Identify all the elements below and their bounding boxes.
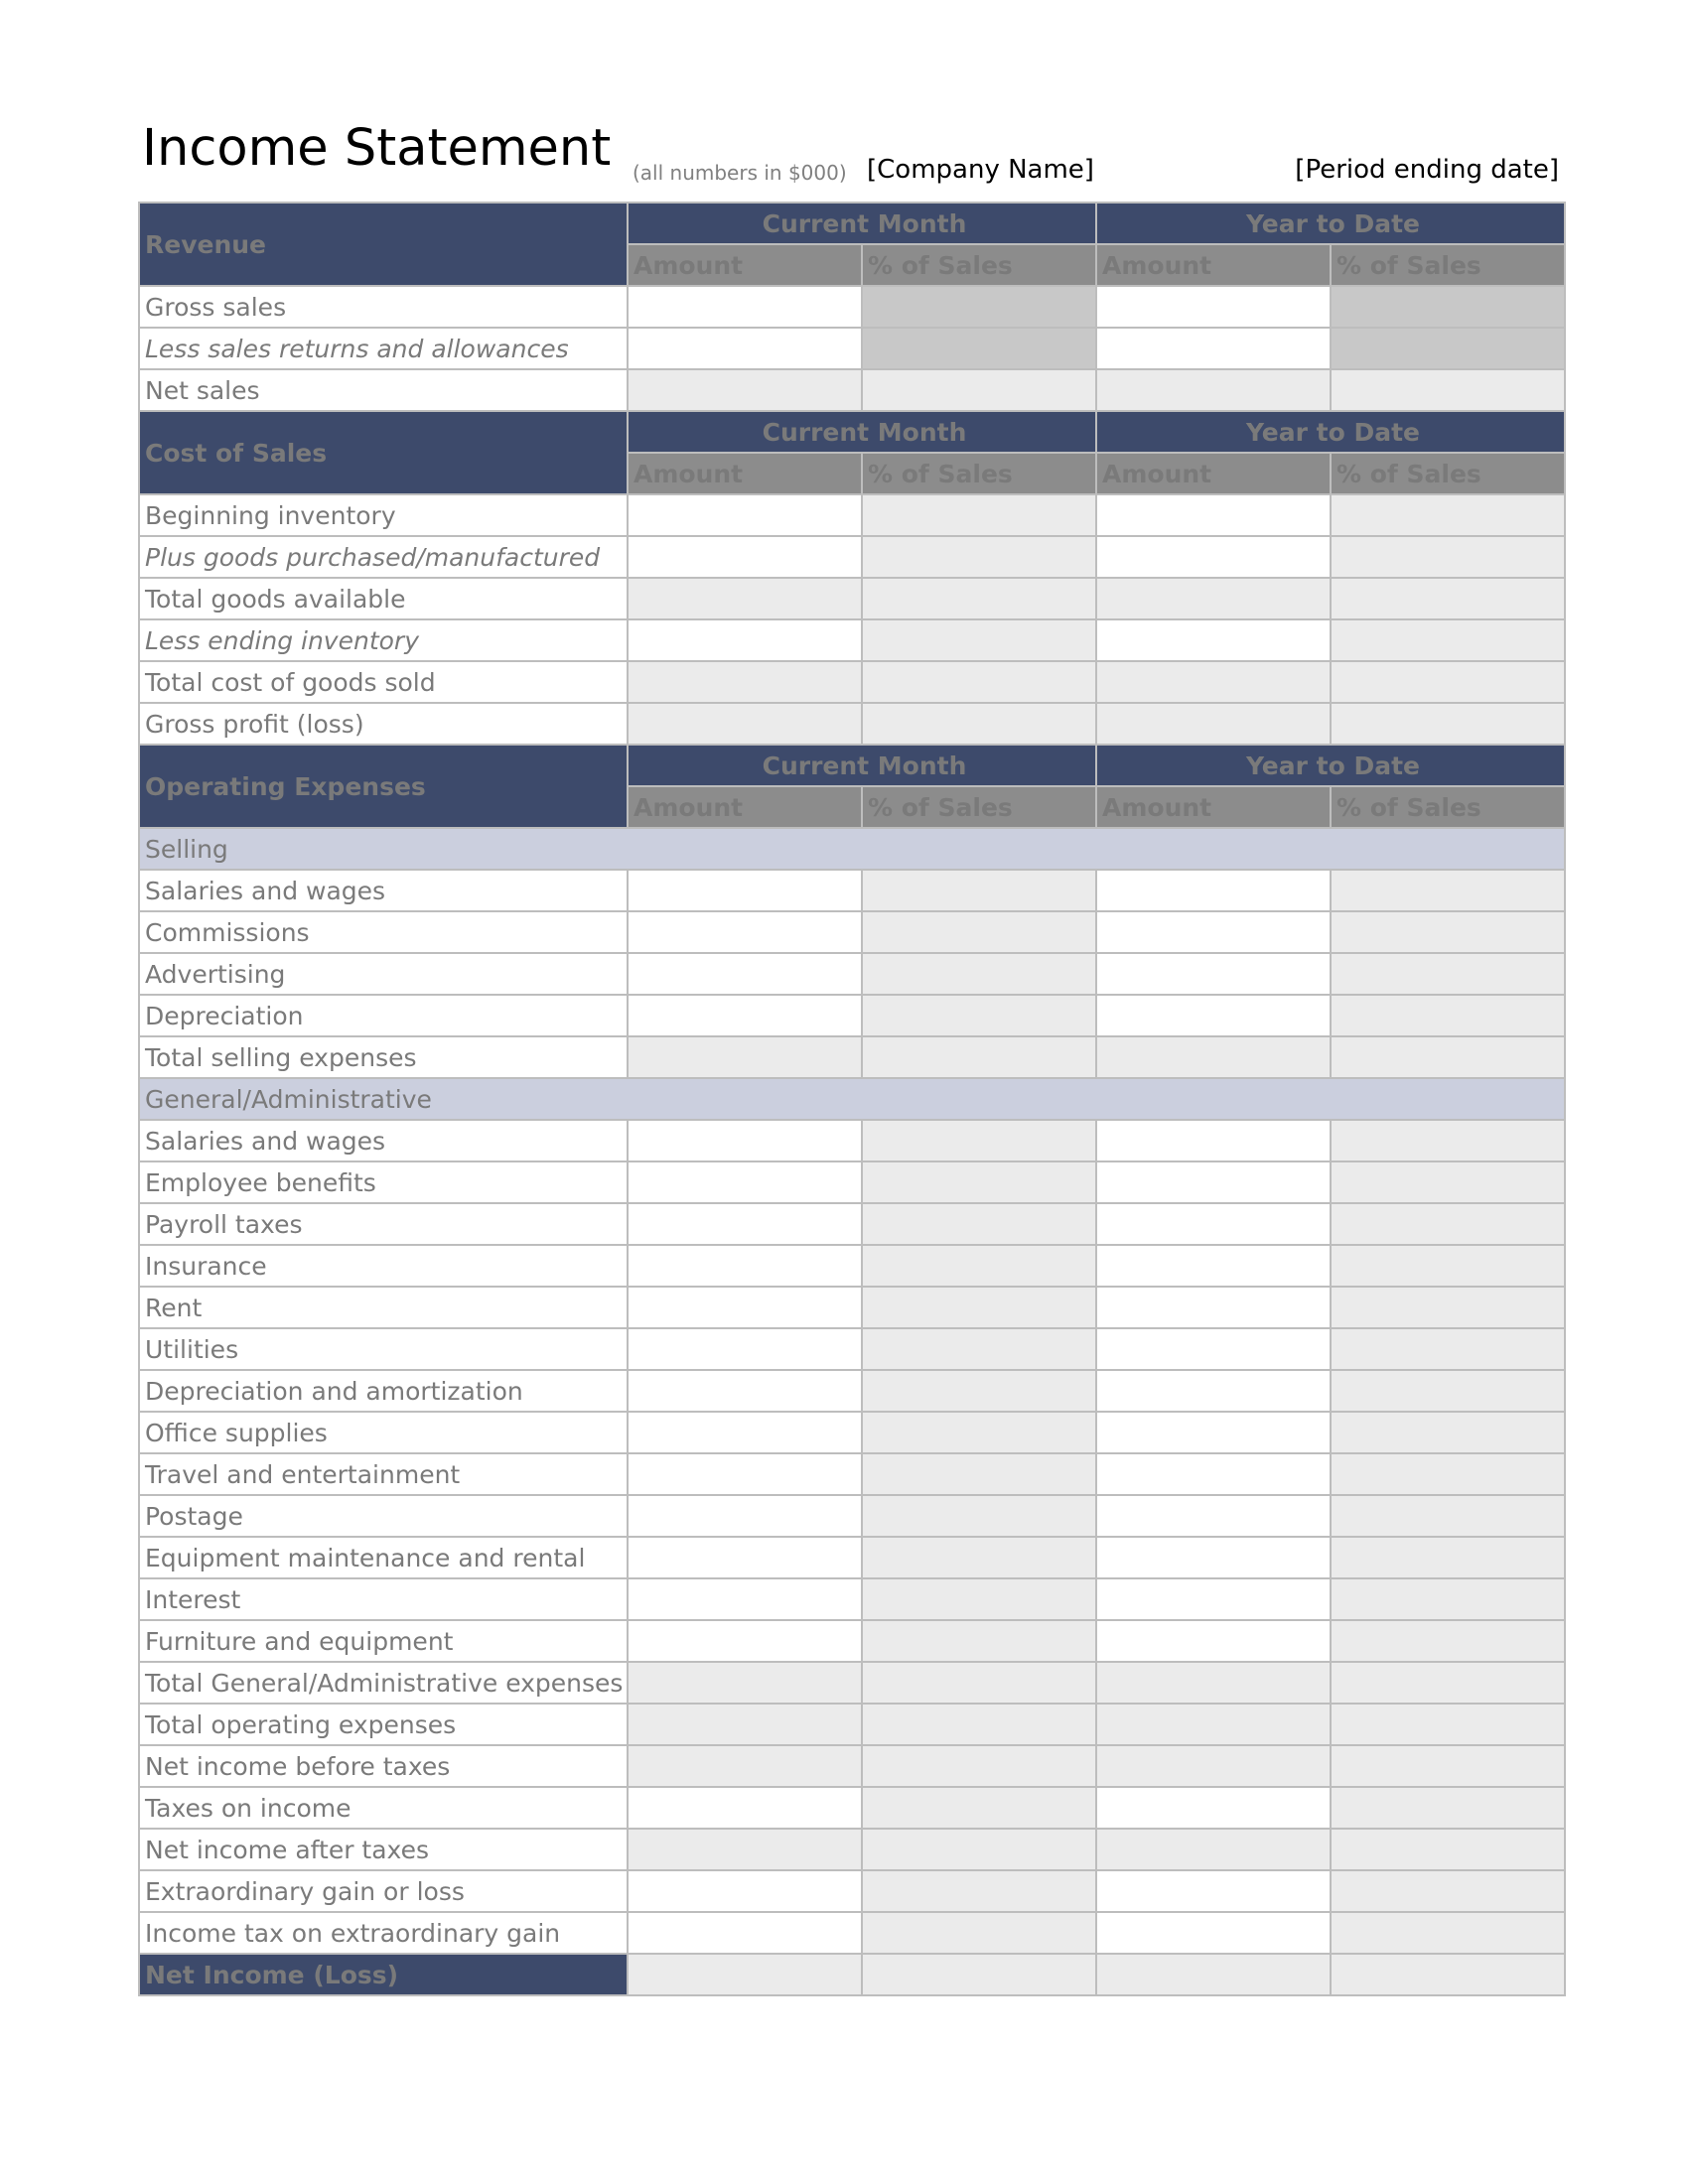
row-label: Total goods available bbox=[139, 578, 628, 619]
row-label: Net income before taxes bbox=[139, 1745, 628, 1787]
pct-cell bbox=[1331, 1245, 1565, 1287]
pct-cell bbox=[862, 911, 1096, 953]
pct-cell bbox=[862, 1370, 1096, 1412]
table-row bbox=[139, 1161, 1565, 1203]
cost-of-sales-header-row bbox=[139, 411, 1565, 453]
pct-cell bbox=[862, 494, 1096, 536]
pct-cell bbox=[862, 1036, 1096, 1078]
pct-cell bbox=[1331, 870, 1565, 911]
group-year-to-date: Year to Date bbox=[1096, 203, 1565, 244]
pct-cell bbox=[1331, 1745, 1565, 1787]
amount-cell[interactable] bbox=[1096, 286, 1331, 328]
pct-cell bbox=[1331, 1203, 1565, 1245]
table-row bbox=[139, 1370, 1565, 1412]
table-row bbox=[139, 328, 1565, 369]
pct-cell bbox=[1331, 1495, 1565, 1537]
column-pct-sales: % of Sales bbox=[862, 786, 1096, 828]
column-amount: Amount bbox=[628, 453, 862, 494]
amount-cell[interactable] bbox=[628, 619, 862, 661]
table-row bbox=[139, 536, 1565, 578]
amount-cell[interactable] bbox=[1096, 1787, 1331, 1829]
row-label: Office supplies bbox=[139, 1412, 628, 1453]
amount-cell[interactable] bbox=[628, 1495, 862, 1537]
table-row bbox=[139, 1620, 1565, 1662]
amount-cell bbox=[1096, 703, 1331, 745]
pct-cell bbox=[1331, 494, 1565, 536]
table-row bbox=[139, 870, 1565, 911]
amount-cell[interactable] bbox=[628, 995, 862, 1036]
amount-cell[interactable] bbox=[1096, 328, 1331, 369]
pct-cell bbox=[1331, 1870, 1565, 1912]
statement-header bbox=[0, 0, 1688, 199]
table-row bbox=[139, 1495, 1565, 1537]
row-label: Employee benefits bbox=[139, 1161, 628, 1203]
pct-cell bbox=[1331, 619, 1565, 661]
pct-cell bbox=[1331, 1954, 1565, 1995]
amount-cell[interactable] bbox=[628, 1203, 862, 1245]
pct-cell bbox=[1331, 1537, 1565, 1578]
amount-cell[interactable] bbox=[1096, 1161, 1331, 1203]
pct-cell bbox=[862, 1453, 1096, 1495]
amount-cell[interactable] bbox=[628, 1870, 862, 1912]
amount-cell[interactable] bbox=[628, 1370, 862, 1412]
period-ending-field[interactable]: [Period ending date] bbox=[1295, 155, 1559, 185]
row-label: Insurance bbox=[139, 1245, 628, 1287]
row-label: Total selling expenses bbox=[139, 1036, 628, 1078]
pct-cell bbox=[862, 1495, 1096, 1537]
amount-cell[interactable] bbox=[1096, 870, 1331, 911]
amount-cell[interactable] bbox=[1096, 619, 1331, 661]
row-label: Total cost of goods sold bbox=[139, 661, 628, 703]
amount-cell[interactable] bbox=[1096, 1328, 1331, 1370]
amount-cell[interactable] bbox=[1096, 911, 1331, 953]
amount-cell bbox=[1096, 369, 1331, 411]
table-row bbox=[139, 1412, 1565, 1453]
row-label: Net sales bbox=[139, 369, 628, 411]
row-label: Advertising bbox=[139, 953, 628, 995]
table-row bbox=[139, 1453, 1565, 1495]
amount-cell bbox=[628, 661, 862, 703]
page-title: Income Statement bbox=[142, 119, 612, 178]
pct-cell bbox=[862, 1662, 1096, 1704]
amount-cell[interactable] bbox=[628, 286, 862, 328]
amount-cell bbox=[628, 1036, 862, 1078]
pct-cell bbox=[862, 661, 1096, 703]
pct-cell bbox=[1331, 953, 1565, 995]
row-label: Gross sales bbox=[139, 286, 628, 328]
amount-cell bbox=[628, 369, 862, 411]
pct-cell bbox=[1331, 328, 1565, 369]
amount-cell bbox=[1096, 578, 1331, 619]
amount-cell[interactable] bbox=[1096, 1620, 1331, 1662]
pct-cell bbox=[1331, 1412, 1565, 1453]
amount-cell[interactable] bbox=[628, 1120, 862, 1161]
group-current-month: Current Month bbox=[628, 745, 1096, 786]
pct-cell bbox=[862, 1161, 1096, 1203]
amount-cell[interactable] bbox=[1096, 1537, 1331, 1578]
table-row bbox=[139, 619, 1565, 661]
pct-cell bbox=[1331, 1578, 1565, 1620]
group-current-month: Current Month bbox=[628, 203, 1096, 244]
pct-cell bbox=[862, 1537, 1096, 1578]
row-label: Less sales returns and allowances bbox=[139, 328, 628, 369]
row-label: Income tax on extraordinary gain bbox=[139, 1912, 628, 1954]
table-row bbox=[139, 1537, 1565, 1578]
amount-cell[interactable] bbox=[1096, 1412, 1331, 1453]
pct-cell bbox=[862, 1787, 1096, 1829]
amount-cell[interactable] bbox=[628, 1453, 862, 1495]
pct-cell bbox=[1331, 1912, 1565, 1954]
column-pct-sales: % of Sales bbox=[862, 453, 1096, 494]
amount-cell[interactable] bbox=[1096, 1578, 1331, 1620]
pct-cell bbox=[862, 953, 1096, 995]
row-label: Travel and entertainment bbox=[139, 1453, 628, 1495]
group-year-to-date: Year to Date bbox=[1096, 411, 1565, 453]
pct-cell bbox=[1331, 995, 1565, 1036]
amount-cell[interactable] bbox=[1096, 494, 1331, 536]
cost-of-sales-heading: Cost of Sales bbox=[139, 411, 628, 494]
pct-cell bbox=[862, 1870, 1096, 1912]
column-pct-sales: % of Sales bbox=[1331, 786, 1565, 828]
table-row bbox=[139, 1745, 1565, 1787]
pct-cell bbox=[1331, 911, 1565, 953]
pct-cell bbox=[862, 1287, 1096, 1328]
table-row bbox=[139, 995, 1565, 1036]
row-label: Interest bbox=[139, 1578, 628, 1620]
table-row bbox=[139, 1912, 1565, 1954]
pct-cell bbox=[1331, 703, 1565, 745]
amount-cell[interactable] bbox=[1096, 536, 1331, 578]
table-row bbox=[139, 911, 1565, 953]
amount-cell[interactable] bbox=[628, 1912, 862, 1954]
table-row bbox=[139, 1120, 1565, 1161]
pct-cell bbox=[862, 1829, 1096, 1870]
row-label: Total General/Administrative expenses bbox=[139, 1662, 628, 1704]
amount-cell[interactable] bbox=[628, 1245, 862, 1287]
amount-cell[interactable] bbox=[1096, 1870, 1331, 1912]
table-row bbox=[139, 661, 1565, 703]
selling-subheader-row bbox=[139, 828, 1565, 870]
pct-cell bbox=[862, 1120, 1096, 1161]
pct-cell bbox=[1331, 578, 1565, 619]
amount-cell bbox=[628, 1662, 862, 1704]
table-row bbox=[139, 1662, 1565, 1704]
pct-cell bbox=[862, 328, 1096, 369]
row-label: Beginning inventory bbox=[139, 494, 628, 536]
income-statement-table bbox=[138, 202, 1566, 1996]
column-amount: Amount bbox=[1096, 786, 1331, 828]
column-pct-sales: % of Sales bbox=[1331, 453, 1565, 494]
pct-cell bbox=[1331, 1787, 1565, 1829]
row-label: Postage bbox=[139, 1495, 628, 1537]
table-row bbox=[139, 1578, 1565, 1620]
pct-cell bbox=[862, 1954, 1096, 1995]
row-label: Extraordinary gain or loss bbox=[139, 1870, 628, 1912]
pct-cell bbox=[1331, 1662, 1565, 1704]
amount-cell[interactable] bbox=[628, 1578, 862, 1620]
pct-cell bbox=[862, 1412, 1096, 1453]
row-label: Total operating expenses bbox=[139, 1704, 628, 1745]
table-row bbox=[139, 1245, 1565, 1287]
amount-cell bbox=[628, 1954, 862, 1995]
pct-cell bbox=[862, 1912, 1096, 1954]
amount-cell bbox=[628, 1704, 862, 1745]
amount-cell[interactable] bbox=[628, 1787, 862, 1829]
row-label: Payroll taxes bbox=[139, 1203, 628, 1245]
table-row bbox=[139, 1036, 1565, 1078]
pct-cell bbox=[862, 870, 1096, 911]
pct-cell bbox=[862, 578, 1096, 619]
pct-cell bbox=[1331, 1328, 1565, 1370]
amount-cell[interactable] bbox=[628, 1328, 862, 1370]
table-row bbox=[139, 369, 1565, 411]
row-label: Commissions bbox=[139, 911, 628, 953]
table-row bbox=[139, 1787, 1565, 1829]
amount-cell bbox=[1096, 1829, 1331, 1870]
pct-cell bbox=[862, 1245, 1096, 1287]
revenue-heading: Revenue bbox=[139, 203, 628, 286]
pct-cell bbox=[1331, 369, 1565, 411]
row-label: Furniture and equipment bbox=[139, 1620, 628, 1662]
general-subheader-row bbox=[139, 1078, 1565, 1120]
row-label: Depreciation bbox=[139, 995, 628, 1036]
amount-cell[interactable] bbox=[628, 494, 862, 536]
group-current-month: Current Month bbox=[628, 411, 1096, 453]
table-row bbox=[139, 953, 1565, 995]
pct-cell bbox=[1331, 661, 1565, 703]
amount-cell[interactable] bbox=[1096, 1203, 1331, 1245]
pct-cell bbox=[1331, 1829, 1565, 1870]
row-label: Net income after taxes bbox=[139, 1829, 628, 1870]
amount-cell[interactable] bbox=[1096, 1287, 1331, 1328]
amount-cell bbox=[628, 1745, 862, 1787]
amount-cell[interactable] bbox=[1096, 1453, 1331, 1495]
operating-expenses-header-row bbox=[139, 745, 1565, 786]
amount-cell[interactable] bbox=[628, 1287, 862, 1328]
table-row bbox=[139, 1829, 1565, 1870]
pct-cell bbox=[862, 1578, 1096, 1620]
amount-cell[interactable] bbox=[628, 1620, 862, 1662]
amount-cell bbox=[1096, 1954, 1331, 1995]
row-label: Salaries and wages bbox=[139, 870, 628, 911]
row-label: Gross profit (loss) bbox=[139, 703, 628, 745]
pct-cell bbox=[862, 995, 1096, 1036]
row-label: Depreciation and amortization bbox=[139, 1370, 628, 1412]
table-row bbox=[139, 1328, 1565, 1370]
row-label: Rent bbox=[139, 1287, 628, 1328]
table-row bbox=[139, 494, 1565, 536]
column-pct-sales: % of Sales bbox=[1331, 244, 1565, 286]
row-label: Less ending inventory bbox=[139, 619, 628, 661]
table-row bbox=[139, 578, 1565, 619]
pct-cell bbox=[1331, 1287, 1565, 1328]
pct-cell bbox=[1331, 1453, 1565, 1495]
table-row bbox=[139, 1287, 1565, 1328]
amount-cell[interactable] bbox=[628, 953, 862, 995]
column-amount: Amount bbox=[1096, 453, 1331, 494]
row-label: Salaries and wages bbox=[139, 1120, 628, 1161]
row-label: Taxes on income bbox=[139, 1787, 628, 1829]
selling-heading: Selling bbox=[139, 828, 1565, 870]
amount-cell bbox=[628, 578, 862, 619]
amount-cell bbox=[1096, 1036, 1331, 1078]
column-pct-sales: % of Sales bbox=[862, 244, 1096, 286]
pct-cell bbox=[1331, 1120, 1565, 1161]
pct-cell bbox=[1331, 1036, 1565, 1078]
pct-cell bbox=[862, 1704, 1096, 1745]
net-income-row bbox=[139, 1954, 1565, 1995]
operating-expenses-heading: Operating Expenses bbox=[139, 745, 628, 828]
amount-cell bbox=[1096, 1704, 1331, 1745]
pct-cell bbox=[862, 286, 1096, 328]
pct-cell bbox=[1331, 286, 1565, 328]
amount-cell[interactable] bbox=[628, 1537, 862, 1578]
general-administrative-heading: General/Administrative bbox=[139, 1078, 1565, 1120]
pct-cell bbox=[1331, 1704, 1565, 1745]
pct-cell bbox=[862, 369, 1096, 411]
amount-cell[interactable] bbox=[1096, 1120, 1331, 1161]
column-amount: Amount bbox=[628, 786, 862, 828]
amount-cell bbox=[1096, 1745, 1331, 1787]
pct-cell bbox=[1331, 1620, 1565, 1662]
amount-cell[interactable] bbox=[1096, 1912, 1331, 1954]
amount-cell[interactable] bbox=[1096, 995, 1331, 1036]
row-label: Plus goods purchased/manufactured bbox=[139, 536, 628, 578]
column-amount: Amount bbox=[1096, 244, 1331, 286]
revenue-header-row bbox=[139, 203, 1565, 244]
amount-cell[interactable] bbox=[628, 1412, 862, 1453]
pct-cell bbox=[862, 703, 1096, 745]
amount-cell[interactable] bbox=[628, 911, 862, 953]
table-row bbox=[139, 703, 1565, 745]
net-income-label: Net Income (Loss) bbox=[139, 1954, 628, 1995]
pct-cell bbox=[1331, 1161, 1565, 1203]
pct-cell bbox=[1331, 536, 1565, 578]
amount-cell[interactable] bbox=[1096, 1495, 1331, 1537]
amount-cell[interactable] bbox=[1096, 953, 1331, 995]
company-name-field[interactable]: [Company Name] bbox=[867, 155, 1094, 185]
amount-cell bbox=[628, 703, 862, 745]
row-label: Utilities bbox=[139, 1328, 628, 1370]
pct-cell bbox=[862, 1328, 1096, 1370]
units-note: (all numbers in $000) bbox=[633, 161, 847, 185]
row-label: Equipment maintenance and rental bbox=[139, 1537, 628, 1578]
amount-cell bbox=[628, 1829, 862, 1870]
amount-cell[interactable] bbox=[628, 870, 862, 911]
column-amount: Amount bbox=[628, 244, 862, 286]
table-row bbox=[139, 1870, 1565, 1912]
pct-cell bbox=[862, 1203, 1096, 1245]
pct-cell bbox=[862, 619, 1096, 661]
pct-cell bbox=[862, 536, 1096, 578]
group-year-to-date: Year to Date bbox=[1096, 745, 1565, 786]
pct-cell bbox=[862, 1620, 1096, 1662]
table-row bbox=[139, 1704, 1565, 1745]
table-row bbox=[139, 1203, 1565, 1245]
amount-cell[interactable] bbox=[628, 536, 862, 578]
amount-cell[interactable] bbox=[1096, 1370, 1331, 1412]
amount-cell[interactable] bbox=[628, 328, 862, 369]
pct-cell bbox=[862, 1745, 1096, 1787]
amount-cell bbox=[1096, 661, 1331, 703]
pct-cell bbox=[1331, 1370, 1565, 1412]
amount-cell[interactable] bbox=[1096, 1245, 1331, 1287]
table-row bbox=[139, 286, 1565, 328]
amount-cell[interactable] bbox=[628, 1161, 862, 1203]
amount-cell bbox=[1096, 1662, 1331, 1704]
